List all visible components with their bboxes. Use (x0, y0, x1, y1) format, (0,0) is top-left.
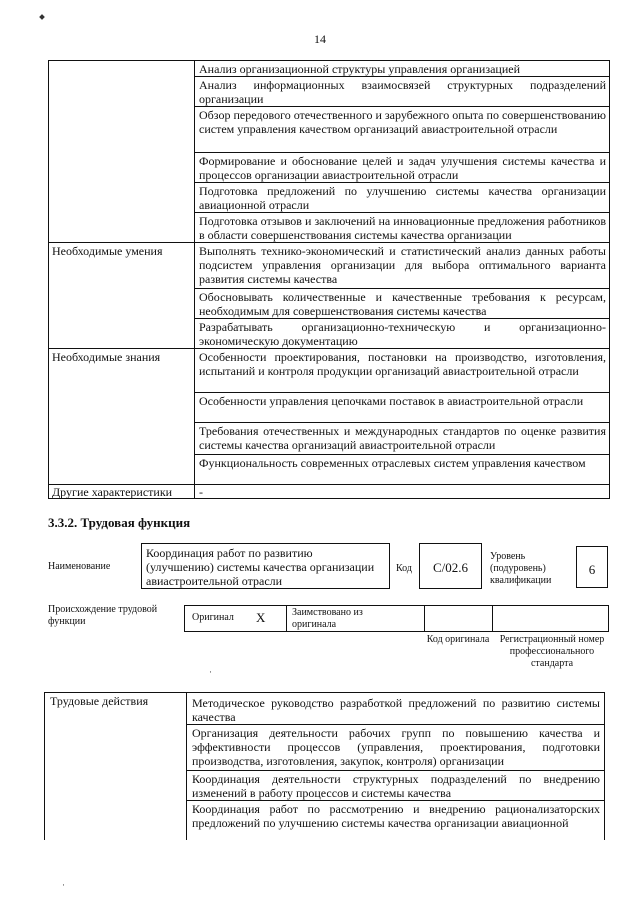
table1-row-line (194, 106, 610, 107)
reg-number-caption: Регистрационный номер профессионального стандарта (499, 634, 605, 669)
table1-row-line (194, 182, 610, 183)
table2-divider (186, 692, 187, 840)
label-required-skills: Необходимые умения (52, 244, 163, 258)
table1-cell: Анализ информационных взаимосвязей структурных подразделений организации (199, 78, 606, 106)
table1-row-line (194, 454, 610, 455)
table1-top-border (48, 60, 610, 61)
table1-cell: Функциональность современных отраслевых систем управления качеством (199, 456, 586, 470)
table2-cell: Координация работ по рассмотрению и внедрению рационализаторских предложений по улучшению системы качества организации авиационной (192, 802, 600, 830)
table1-row-line (194, 76, 610, 77)
original-label: Оригинал (192, 612, 234, 623)
table1-cell: Формирование и обоснование целей и задач улучшения системы качества и процессов организации авиастроительной отрасли (199, 154, 606, 182)
label-labor-actions: Трудовые действия (50, 694, 149, 708)
function-name-value: Координация работ по развитию (улучшению) системы качества организации авиастроительной отрасли (146, 546, 375, 588)
table1-cell: Подготовка предложений по улучшению системы качества организации авиационной отрасли (199, 184, 606, 212)
table2-row-line (186, 800, 605, 801)
table1-cell: Требования отечественных и международных стандартов по оценке развития системы качества организаций авиастроительной отрасли (199, 424, 606, 452)
table1-divider (194, 60, 195, 498)
table1-cell: Обзор передового отечественного и зарубежного опыта по совершенствованию систем управления качеством организаций авиастроительной отрасли (199, 108, 606, 136)
code-original-caption: Код оригинала (426, 634, 490, 645)
borrowed-label: Заимствовано из оригинала (292, 607, 363, 630)
table2-cell: Организация деятельности рабочих групп по повышению качества и эффективности процессов (управления, проектирования, подготовки производства, изготовления, закупок, контроля) организации (192, 726, 600, 768)
table1-cell: Выполнять технико-экономический и статистический анализ данных работы подсистем управления организации для выбора оптимального варианта развития системы качества (199, 244, 606, 286)
table1-cell: Разрабатывать организационно-техническую и организационно-экономическую документацию (199, 320, 606, 348)
table1-left-border (48, 60, 49, 498)
table2-cell: Методическое руководство разработкой предложений по развитию системы качества (192, 696, 600, 724)
table1-row-line (194, 212, 610, 213)
scan-dot: · (209, 667, 212, 677)
name-label: Наименование (48, 561, 111, 572)
origin-divider (492, 605, 493, 632)
table1-cell: Особенности управления цепочками поставок в авиастроительной отрасли (199, 394, 584, 408)
scan-dot: · (62, 880, 65, 890)
label-required-knowledge: Необходимые знания (52, 350, 161, 364)
table2-right-border (604, 692, 605, 840)
label-other-characteristics: Другие характеристики (52, 485, 173, 499)
table1-row-line (194, 152, 610, 153)
level-label: Уровень (подуровень) квалификации (490, 551, 552, 586)
table1-cell: Обосновывать количественные и качественные требования к ресурсам, необходимым для совершенствования системы качества (199, 290, 606, 318)
table1-row-line (194, 392, 610, 393)
origin-label: Происхождение трудовой функции (48, 604, 158, 627)
table1-row-line (48, 242, 610, 243)
code-value: C/02.6 (432, 560, 469, 575)
table2-cell: Координация деятельности структурных подразделений по внедрению изменений в работу процессов и системы качества (192, 772, 600, 800)
table1-cell: Особенности проектирования, постановки на производство, изготовления, испытаний и контроля продукции организаций авиастроительной отрасли (199, 350, 606, 378)
table1-row-line (194, 422, 610, 423)
table1-cell: - (199, 485, 203, 499)
table1-row-line (48, 348, 610, 349)
section-heading: 3.3.2. Трудовая функция (48, 515, 191, 530)
original-mark: X (256, 610, 266, 625)
code-label: Код (396, 563, 412, 574)
origin-divider (286, 605, 287, 632)
table1-cell: Подготовка отзывов и заключений на инновационные предложения работников в области совершенствования системы качества организации (199, 214, 606, 242)
table2-top-border (44, 692, 605, 693)
table1-row-line (194, 318, 610, 319)
table1-right-border (609, 60, 610, 498)
table2-row-line (186, 770, 605, 771)
level-value: 6 (588, 562, 596, 577)
table1-row-line (194, 288, 610, 289)
origin-divider (424, 605, 425, 632)
table2-row-line (186, 724, 605, 725)
table1-cell: Анализ организационной структуры управления организацией (199, 62, 520, 76)
page-number: 14 (314, 32, 326, 46)
table2-left-border (44, 692, 45, 840)
scan-mark-top-left (39, 14, 45, 20)
